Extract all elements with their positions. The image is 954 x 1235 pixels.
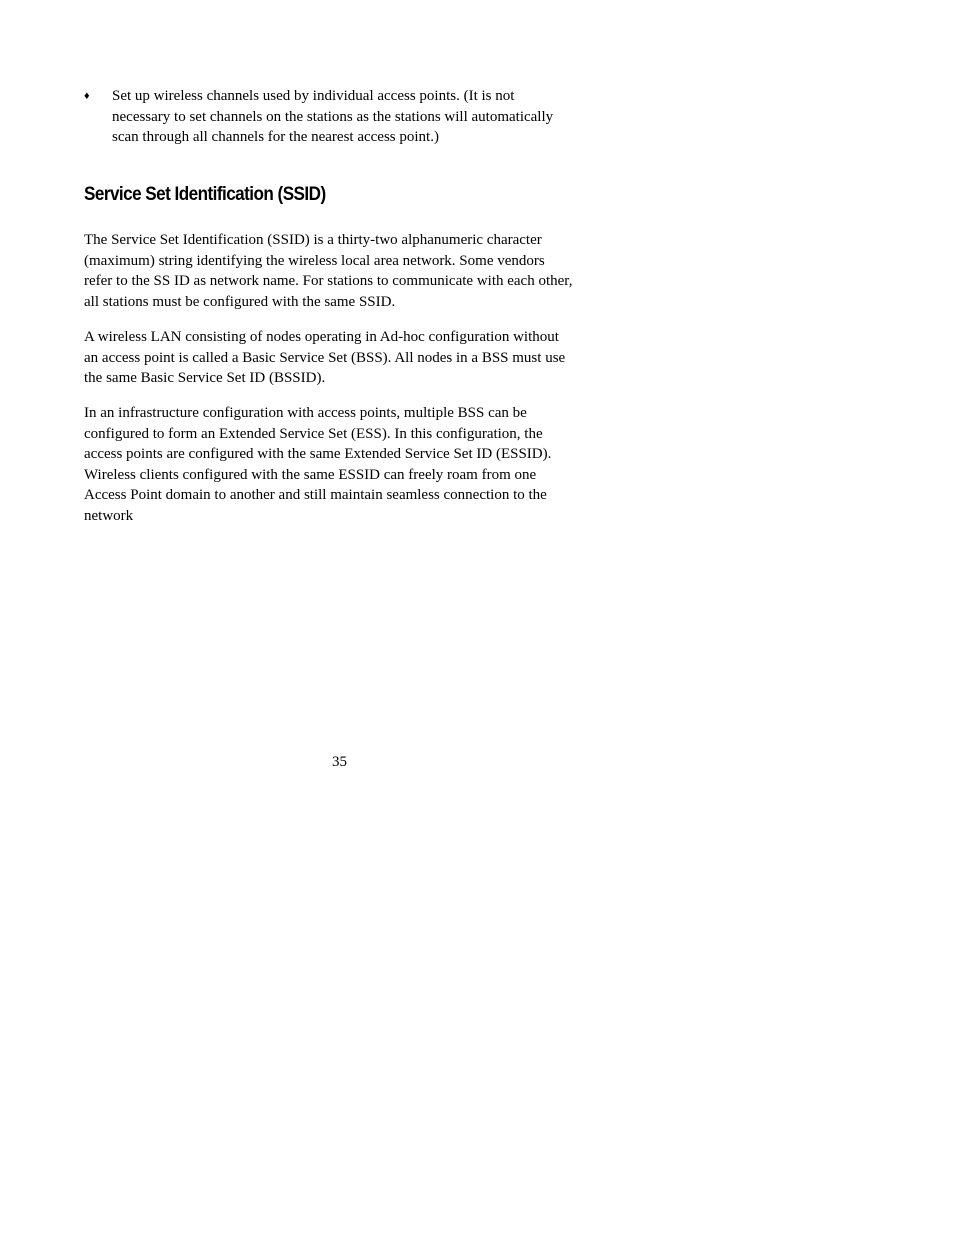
bullet-text <box>112 86 584 148</box>
page-number: 35 <box>332 754 347 770</box>
bullet-line: necessary to set channels on the stations as the stations will automatically <box>112 108 554 125</box>
paragraph-line: access points are configured with the same Extended Service Set ID (ESSID). <box>84 446 552 462</box>
paragraph-line: all stations must be configured with the same SSID. <box>84 293 396 310</box>
section-heading: Service Set Identification (SSID) <box>84 184 326 205</box>
paragraph-line: refer to the SS ID as network name. For stations to communicate with each other, <box>84 273 573 289</box>
paragraph-line: Wireless clients configured with the same ESSID can freely roam from one <box>84 466 537 483</box>
paragraph-line: Access Point domain to another and still maintain seamless connection to the <box>84 487 547 503</box>
paragraph-line: network <box>84 507 134 524</box>
paragraph-ssid-definition <box>84 230 596 312</box>
paragraph-bss <box>84 327 596 389</box>
paragraph-line: an access point is called a Basic Service Set (BSS). All nodes in a BSS must use <box>84 349 566 366</box>
paragraph-line: A wireless LAN consisting of nodes operating in Ad-hoc configuration without <box>84 329 559 345</box>
bullet-line: scan through all channels for the nearest access point.) <box>112 129 439 145</box>
diamond-bullet-icon: ♦ <box>84 90 90 102</box>
bullet-line: Set up wireless channels used by individual access points. (It is not <box>112 88 515 104</box>
paragraph-line: configured to form an Extended Service Set (ESS). In this configuration, the <box>84 425 543 442</box>
bullet-item <box>84 86 584 148</box>
paragraph-line: the same Basic Service Set ID (BSSID). <box>84 370 326 386</box>
paragraph-line: (maximum) string identifying the wireless local area network. Some vendors <box>84 252 545 269</box>
paragraph-line: In an infrastructure configuration with access points, multiple BSS can be <box>84 405 527 421</box>
paragraph-line: The Service Set Identification (SSID) is a thirty-two alphanumeric character <box>84 232 542 248</box>
paragraph-ess <box>84 403 596 526</box>
